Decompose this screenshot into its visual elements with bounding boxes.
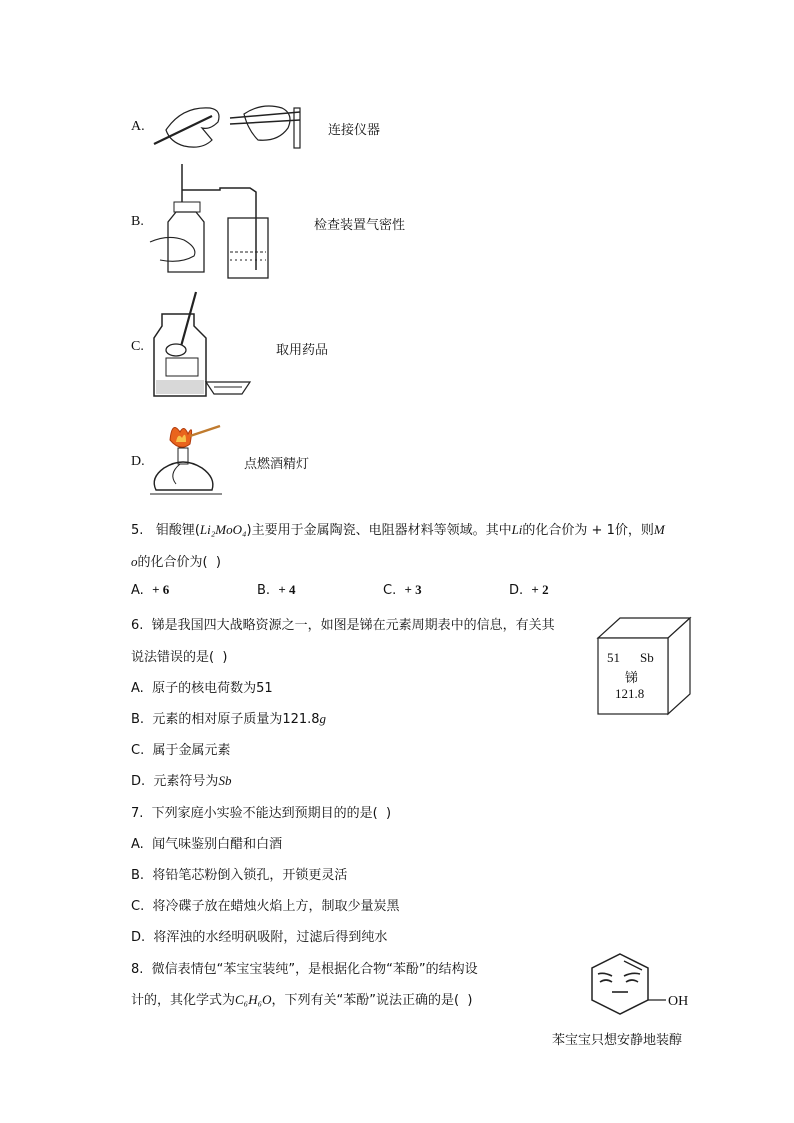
option-d-caption: 点燃酒精灯 <box>244 457 310 472</box>
q5-stem-line1 <box>131 519 665 538</box>
option-a-caption: 连接仪器 <box>328 123 381 138</box>
element-mass: 121.8 <box>615 686 645 701</box>
q5-option-b[interactable]: B. + 4 <box>257 582 296 598</box>
q5-mo-o: o <box>131 554 138 569</box>
q5-option-d[interactable]: D. + 2 <box>509 582 549 598</box>
q6-option-d[interactable]: D. 元素符号为Sb <box>131 773 232 789</box>
q5-option-c[interactable]: C. + 3 <box>383 582 422 598</box>
q8-stem-line1: 8. 微信表情包“苯宝宝装纯”，是根据化合物“苯酚”的结构设 <box>131 962 478 977</box>
connect-instrument-illustration <box>152 100 302 152</box>
q5-stem-line2 <box>131 551 221 570</box>
q7-option-a[interactable]: A. 闻气味鉴别白醋和白酒 <box>131 837 283 852</box>
airtightness-check-illustration <box>150 160 265 285</box>
element-symbol: Sb <box>640 650 654 665</box>
q6-option-b[interactable]: B. 元素的相对原子质量为121.8g <box>131 711 327 727</box>
q7-number: 7. <box>131 806 144 821</box>
option-c-letter: C. <box>131 339 144 354</box>
element-number: 51 <box>607 650 620 665</box>
option-d-letter: D. <box>131 454 145 469</box>
phenol-oh-label: OH <box>668 994 689 1009</box>
q8-formula: C₆H₆O <box>235 992 272 1007</box>
q5-text-a: 钼酸锂( <box>155 523 200 538</box>
q5-li: Li <box>511 522 523 537</box>
q5-text-d: 的化合价为( ) <box>137 555 221 570</box>
q5-text-b: )主要用于金属陶瓷、电阻器材料等领域。其中 <box>246 523 512 538</box>
option-b-letter: B. <box>131 214 144 229</box>
q6-option-a[interactable]: A. 原子的核电荷数为51 <box>131 681 273 696</box>
q5-mo-m: M <box>653 522 665 537</box>
phenol-figure-caption: 苯宝宝只想安静地装醇 <box>552 1033 683 1048</box>
q7-stem: 7. 下列家庭小实验不能达到预期目的的是( ) <box>131 806 392 821</box>
phenol-face-figure <box>584 952 694 1024</box>
q5-option-a[interactable]: A. + 6 <box>131 582 170 598</box>
q7-option-d[interactable]: D. 将浑浊的水经明矾吸附，过滤后得到纯水 <box>131 930 388 945</box>
q8-stem-line2: 计的，其化学式为C₆H₆O，下列有关“苯酚”说法正确的是( ) <box>131 992 473 1008</box>
option-b-caption: 检查装置气密性 <box>314 218 406 233</box>
q6-option-c[interactable]: C. 属于金属元素 <box>131 743 231 758</box>
q5-number: 5. <box>131 523 144 538</box>
q7-option-b[interactable]: B. 将铅笔芯粉倒入锁孔，开锁更灵活 <box>131 868 348 883</box>
light-alcohol-lamp-illustration <box>150 418 230 500</box>
q6-stem-line1: 6. 锑是我国四大战略资源之一，如图是锑在元素周期表中的信息，有关其 <box>131 618 555 633</box>
take-reagent-illustration <box>150 290 255 400</box>
q6-stem-line2: 说法错误的是( ) <box>131 650 228 665</box>
option-c-caption: 取用药品 <box>276 343 329 358</box>
option-a-letter: A. <box>131 119 145 134</box>
q6-number: 6. <box>131 618 144 633</box>
q5-text-c: 的化合价为 + 1价，则 <box>522 523 654 538</box>
element-name: 锑 <box>625 671 639 686</box>
q7-option-c[interactable]: C. 将冷碟子放在蜡烛火焰上方，制取少量炭黑 <box>131 899 400 914</box>
q8-number: 8. <box>131 962 144 977</box>
q5-formula: Li₂MoO₄ <box>199 522 247 537</box>
